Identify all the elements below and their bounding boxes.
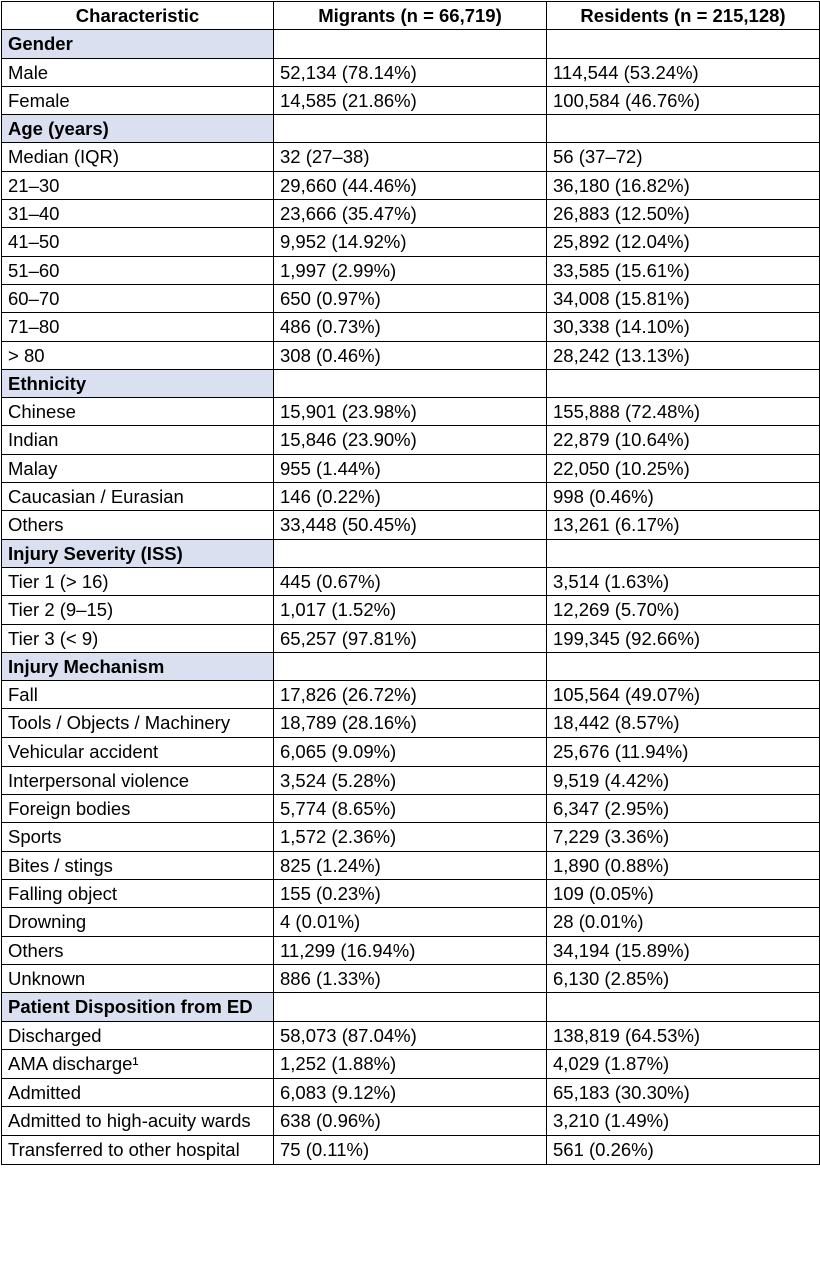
migrants-value: 33,448 (50.45%) xyxy=(274,511,547,539)
table-row xyxy=(2,398,820,426)
residents-value: 109 (0.05%) xyxy=(547,879,820,907)
table-row xyxy=(2,795,820,823)
row-label: 60–70 xyxy=(2,284,274,312)
row-label: Admitted xyxy=(2,1078,274,1106)
migrants-value: 955 (1.44%) xyxy=(274,454,547,482)
row-label: Caucasian / Eurasian xyxy=(2,483,274,511)
residents-value: 28,242 (13.13%) xyxy=(547,341,820,369)
row-label: Drowning xyxy=(2,908,274,936)
residents-value: 998 (0.46%) xyxy=(547,483,820,511)
section-label: Ethnicity xyxy=(2,369,274,397)
residents-value: 13,261 (6.17%) xyxy=(547,511,820,539)
table-row xyxy=(2,596,820,624)
residents-value: 65,183 (30.30%) xyxy=(547,1078,820,1106)
section-empty-cell xyxy=(547,115,820,143)
header-residents: Residents (n = 215,128) xyxy=(547,2,820,30)
section-empty-cell xyxy=(274,539,547,567)
table-row xyxy=(2,58,820,86)
row-label: > 80 xyxy=(2,341,274,369)
residents-value: 25,676 (11.94%) xyxy=(547,738,820,766)
migrants-value: 155 (0.23%) xyxy=(274,879,547,907)
table-row xyxy=(2,709,820,738)
row-label: AMA discharge¹ xyxy=(2,1050,274,1078)
residents-value: 34,194 (15.89%) xyxy=(547,936,820,964)
section-label: Gender xyxy=(2,30,274,58)
row-label: Male xyxy=(2,58,274,86)
residents-value: 22,879 (10.64%) xyxy=(547,426,820,454)
table-row xyxy=(2,313,820,341)
residents-value: 4,029 (1.87%) xyxy=(547,1050,820,1078)
residents-value: 6,130 (2.85%) xyxy=(547,964,820,992)
table-row xyxy=(2,936,820,964)
migrants-value: 6,065 (9.09%) xyxy=(274,738,547,766)
residents-value: 30,338 (14.10%) xyxy=(547,313,820,341)
migrants-value: 486 (0.73%) xyxy=(274,313,547,341)
table-row xyxy=(2,681,820,709)
table-row xyxy=(2,426,820,454)
row-label: Fall xyxy=(2,681,274,709)
section-empty-cell xyxy=(547,652,820,680)
migrants-value: 308 (0.46%) xyxy=(274,341,547,369)
header-migrants: Migrants (n = 66,719) xyxy=(274,2,547,30)
row-label: 41–50 xyxy=(2,228,274,256)
migrants-value: 18,789 (28.16%) xyxy=(274,709,547,738)
section-empty-cell xyxy=(547,30,820,58)
migrants-value: 11,299 (16.94%) xyxy=(274,936,547,964)
characteristics-table xyxy=(1,1,820,1165)
section-empty-cell xyxy=(274,369,547,397)
residents-value: 1,890 (0.88%) xyxy=(547,851,820,879)
table-row xyxy=(2,483,820,511)
section-empty-cell xyxy=(274,30,547,58)
section-label: Injury Mechanism xyxy=(2,652,274,680)
row-label: Transferred to other hospital xyxy=(2,1135,274,1164)
residents-value: 105,564 (49.07%) xyxy=(547,681,820,709)
row-label: Tier 2 (9–15) xyxy=(2,596,274,624)
section-header-row xyxy=(2,369,820,397)
migrants-value: 15,901 (23.98%) xyxy=(274,398,547,426)
residents-value: 3,210 (1.49%) xyxy=(547,1106,820,1135)
table-row xyxy=(2,454,820,482)
section-label: Patient Disposition from ED xyxy=(2,993,274,1022)
migrants-value: 58,073 (87.04%) xyxy=(274,1022,547,1050)
migrants-value: 638 (0.96%) xyxy=(274,1106,547,1135)
row-label: Median (IQR) xyxy=(2,143,274,171)
migrants-value: 4 (0.01%) xyxy=(274,908,547,936)
migrants-value: 1,017 (1.52%) xyxy=(274,596,547,624)
migrants-value: 3,524 (5.28%) xyxy=(274,766,547,794)
table-row xyxy=(2,738,820,766)
table-row xyxy=(2,511,820,539)
section-header-row xyxy=(2,652,820,680)
table-row xyxy=(2,1078,820,1106)
row-label: Indian xyxy=(2,426,274,454)
row-label: 51–60 xyxy=(2,256,274,284)
row-label: 31–40 xyxy=(2,200,274,228)
residents-value: 22,050 (10.25%) xyxy=(547,454,820,482)
table-row xyxy=(2,143,820,171)
row-label: Vehicular accident xyxy=(2,738,274,766)
table-row xyxy=(2,964,820,992)
residents-value: 7,229 (3.36%) xyxy=(547,823,820,851)
row-label: 21–30 xyxy=(2,171,274,199)
section-empty-cell xyxy=(547,369,820,397)
row-label: Unknown xyxy=(2,964,274,992)
migrants-value: 17,826 (26.72%) xyxy=(274,681,547,709)
table-row xyxy=(2,284,820,312)
row-label: Tier 3 (< 9) xyxy=(2,624,274,652)
residents-value: 114,544 (53.24%) xyxy=(547,58,820,86)
migrants-value: 6,083 (9.12%) xyxy=(274,1078,547,1106)
migrants-value: 1,252 (1.88%) xyxy=(274,1050,547,1078)
section-header-row xyxy=(2,115,820,143)
residents-value: 6,347 (2.95%) xyxy=(547,795,820,823)
residents-value: 12,269 (5.70%) xyxy=(547,596,820,624)
residents-value: 18,442 (8.57%) xyxy=(547,709,820,738)
section-empty-cell xyxy=(274,993,547,1022)
migrants-value: 29,660 (44.46%) xyxy=(274,171,547,199)
row-label: Others xyxy=(2,936,274,964)
row-label: Malay xyxy=(2,454,274,482)
migrants-value: 1,997 (2.99%) xyxy=(274,256,547,284)
residents-value: 561 (0.26%) xyxy=(547,1135,820,1164)
table-row xyxy=(2,879,820,907)
table-row xyxy=(2,1050,820,1078)
migrants-value: 23,666 (35.47%) xyxy=(274,200,547,228)
row-label: Chinese xyxy=(2,398,274,426)
section-label: Age (years) xyxy=(2,115,274,143)
section-empty-cell xyxy=(547,539,820,567)
residents-value: 56 (37–72) xyxy=(547,143,820,171)
table-row xyxy=(2,171,820,199)
section-header-row xyxy=(2,30,820,58)
table-header-row xyxy=(2,2,820,30)
residents-value: 33,585 (15.61%) xyxy=(547,256,820,284)
migrants-value: 32 (27–38) xyxy=(274,143,547,171)
row-label: Tier 1 (> 16) xyxy=(2,567,274,595)
migrants-value: 5,774 (8.65%) xyxy=(274,795,547,823)
table-row xyxy=(2,1135,820,1164)
table-row xyxy=(2,851,820,879)
residents-value: 199,345 (92.66%) xyxy=(547,624,820,652)
residents-value: 155,888 (72.48%) xyxy=(547,398,820,426)
migrants-value: 445 (0.67%) xyxy=(274,567,547,595)
residents-value: 28 (0.01%) xyxy=(547,908,820,936)
table-row xyxy=(2,823,820,851)
table-row xyxy=(2,1106,820,1135)
section-empty-cell xyxy=(274,652,547,680)
row-label: Bites / stings xyxy=(2,851,274,879)
section-header-row xyxy=(2,539,820,567)
table-row xyxy=(2,624,820,652)
migrants-value: 75 (0.11%) xyxy=(274,1135,547,1164)
table-body xyxy=(2,30,820,1165)
section-empty-cell xyxy=(274,115,547,143)
residents-value: 138,819 (64.53%) xyxy=(547,1022,820,1050)
row-label: Falling object xyxy=(2,879,274,907)
table-row xyxy=(2,567,820,595)
table-row xyxy=(2,256,820,284)
migrants-value: 65,257 (97.81%) xyxy=(274,624,547,652)
migrants-value: 52,134 (78.14%) xyxy=(274,58,547,86)
row-label: Foreign bodies xyxy=(2,795,274,823)
row-label: Tools / Objects / Machinery xyxy=(2,709,274,738)
row-label: 71–80 xyxy=(2,313,274,341)
residents-value: 36,180 (16.82%) xyxy=(547,171,820,199)
section-header-row xyxy=(2,993,820,1022)
migrants-value: 146 (0.22%) xyxy=(274,483,547,511)
migrants-value: 1,572 (2.36%) xyxy=(274,823,547,851)
table-row xyxy=(2,766,820,794)
row-label: Admitted to high-acuity wards xyxy=(2,1106,274,1135)
table-row xyxy=(2,86,820,114)
residents-value: 3,514 (1.63%) xyxy=(547,567,820,595)
residents-value: 26,883 (12.50%) xyxy=(547,200,820,228)
row-label: Female xyxy=(2,86,274,114)
row-label: Others xyxy=(2,511,274,539)
row-label: Sports xyxy=(2,823,274,851)
migrants-value: 15,846 (23.90%) xyxy=(274,426,547,454)
header-characteristic: Characteristic xyxy=(2,2,274,30)
table-row xyxy=(2,341,820,369)
residents-value: 9,519 (4.42%) xyxy=(547,766,820,794)
residents-value: 25,892 (12.04%) xyxy=(547,228,820,256)
migrants-value: 825 (1.24%) xyxy=(274,851,547,879)
migrants-value: 886 (1.33%) xyxy=(274,964,547,992)
table-row xyxy=(2,228,820,256)
section-empty-cell xyxy=(547,993,820,1022)
row-label: Interpersonal violence xyxy=(2,766,274,794)
table-row xyxy=(2,1022,820,1050)
migrants-value: 9,952 (14.92%) xyxy=(274,228,547,256)
section-label: Injury Severity (ISS) xyxy=(2,539,274,567)
migrants-value: 14,585 (21.86%) xyxy=(274,86,547,114)
row-label: Discharged xyxy=(2,1022,274,1050)
table-row xyxy=(2,200,820,228)
residents-value: 100,584 (46.76%) xyxy=(547,86,820,114)
residents-value: 34,008 (15.81%) xyxy=(547,284,820,312)
table-row xyxy=(2,908,820,936)
migrants-value: 650 (0.97%) xyxy=(274,284,547,312)
